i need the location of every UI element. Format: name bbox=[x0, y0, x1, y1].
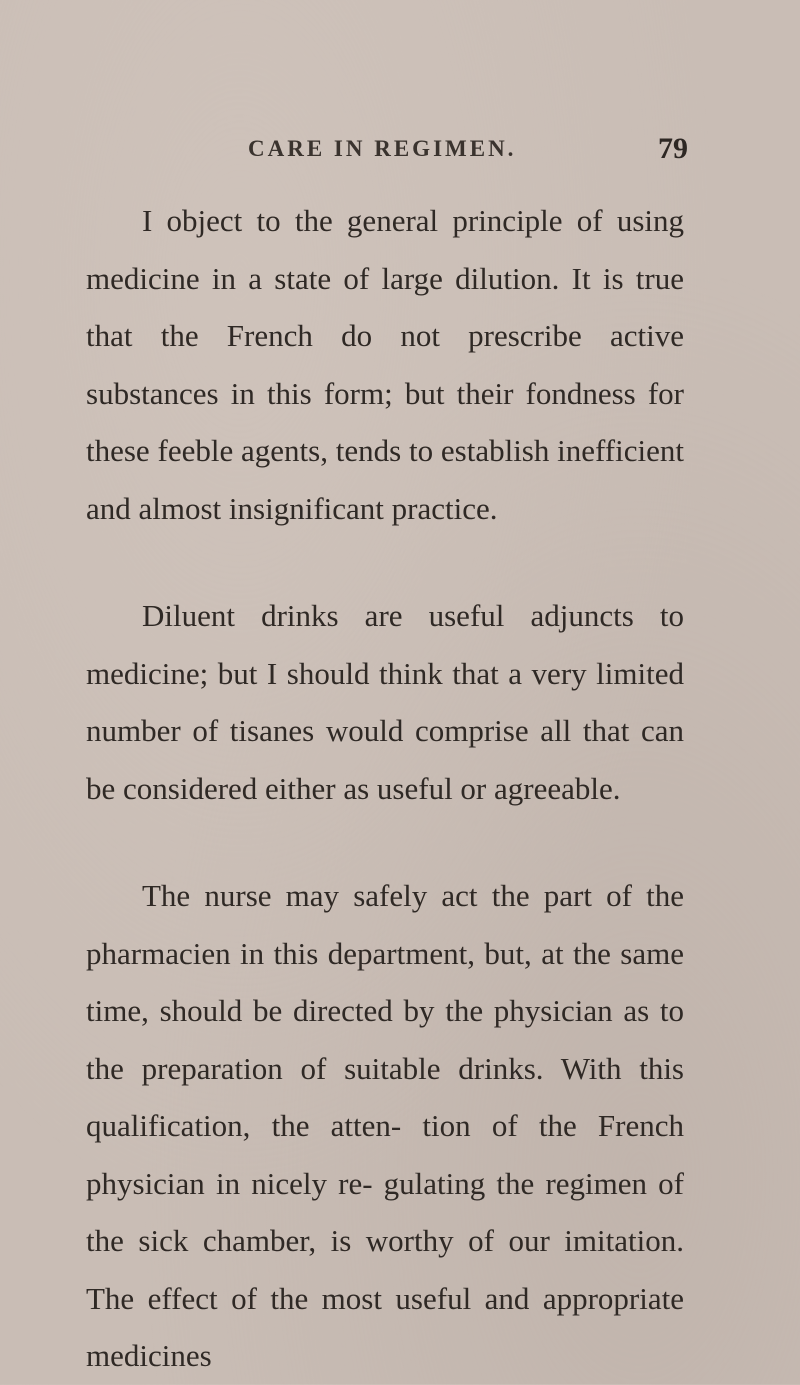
running-title: CARE IN REGIMEN. bbox=[248, 136, 517, 161]
paragraph: I object to the general principle of using medicine in a state of large dilution. It is true that the French do not prescribe active substances in this form; but their fondness for these feeble agents, tends to establish inefficient and almost insignificant practice. bbox=[86, 203, 684, 526]
paragraph: The nurse may safely act the part of the pharmacien in this department, but, at the same time, should be directed by the physician as to the preparation of suitable drinks. With this qualification, the atten- tion of the French physician in nicely re- gulating the regimen of the sick chamber, is worthy of our imitation. The effect of the most useful and appropriate medicines bbox=[86, 878, 684, 1373]
running-head bbox=[248, 132, 688, 186]
page-number: 79 bbox=[658, 132, 688, 165]
body-text bbox=[86, 192, 684, 1385]
paragraph: Diluent drinks are useful adjuncts to medicine; but I should think that a very limited number of tisanes would comprise all that can be considered either as useful or agreeable. bbox=[86, 598, 684, 806]
